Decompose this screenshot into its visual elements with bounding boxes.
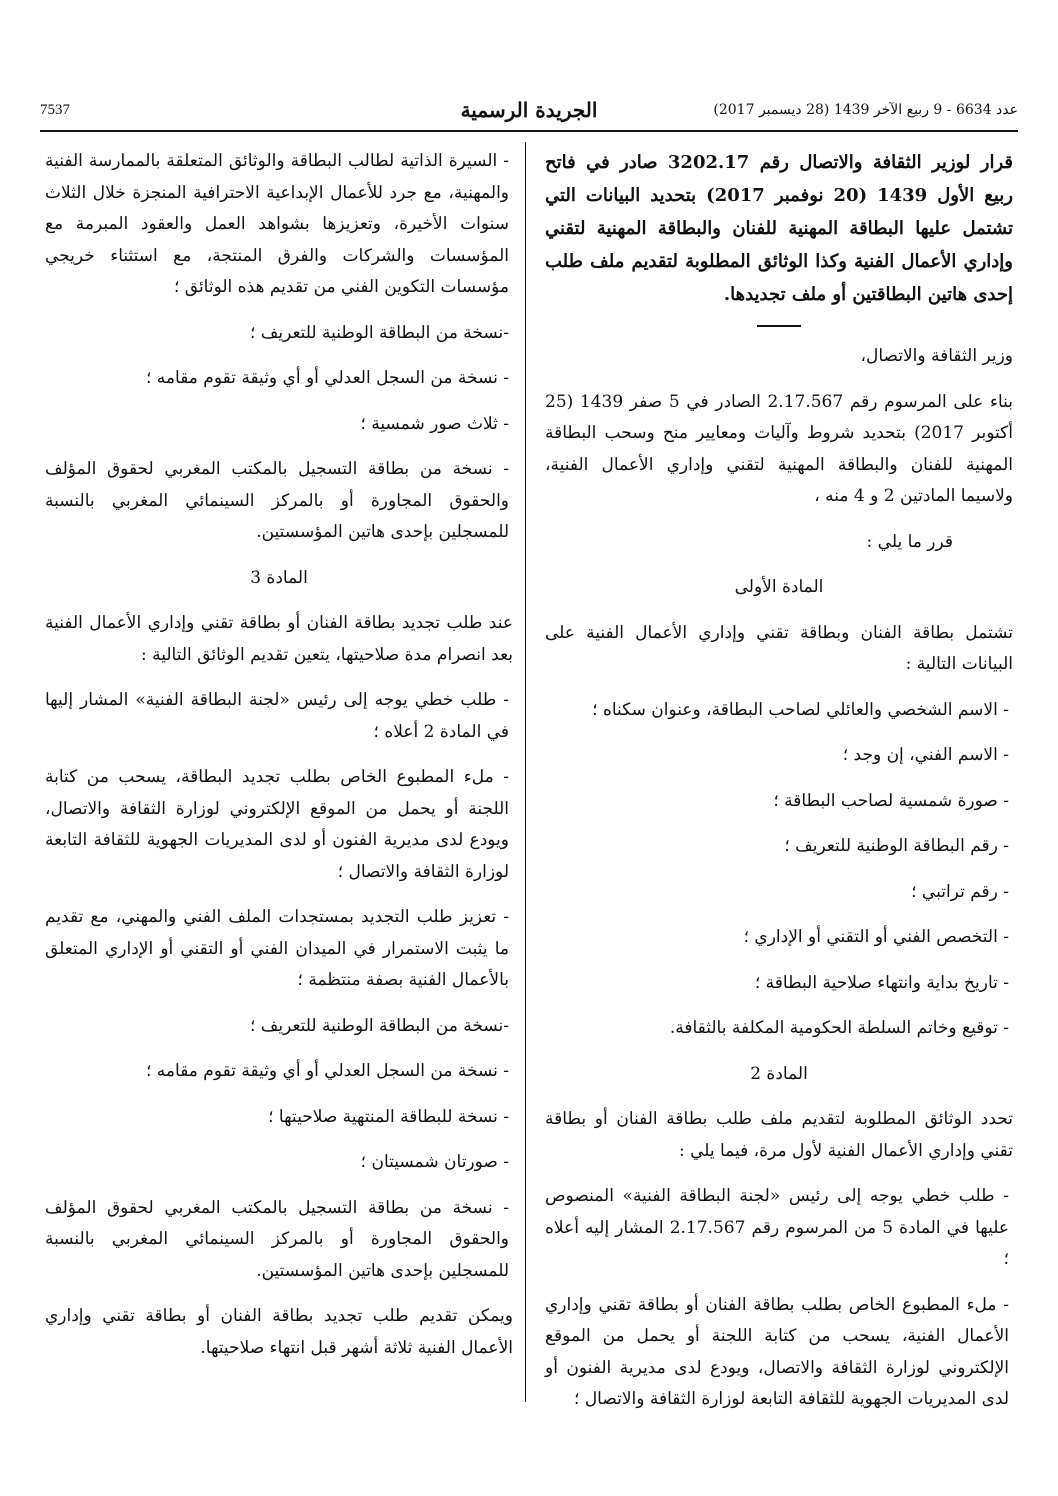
list-item: - الاسم الفني، إن وجد ؛ [842,745,1009,765]
minister-line: وزير الثقافة والاتصال، [860,346,1013,366]
preamble: بناء على المرسوم رقم 2.17.567 الصادر في 5 صفر 1439 (25 أكتوبر 2017) بتحديد شروط وآليات ومعايير منح وسحب البطاقة المهنية للفنان والبطاقة المهنية لتقني وإداري الأعمال الفنية، ولاسيما المادتين 2 و 4 منه ، [545,391,1013,506]
article-3-heading: المادة 3 [250,567,308,588]
decree-title: قرار لوزير الثقافة والاتصال رقم 3202.17 صادر في فاتح ربيع الأول 1439 (20 نوفمبر 2017) بتحديد البيانات التي تشتمل عليها البطاقة المهنية للفنان والبطاقة المهنية لتقني وإداري الأعمال الفنية وكذا الوثائق المطلوبة لتقديم ملف طلب إحدى هاتين البطاقتين أو ملف تجديدها. [545,152,1013,305]
list-item: - صورتان شمسيتان ؛ [360,1152,509,1172]
list-item: - التخصص الفني أو التقني أو الإداري ؛ [743,927,1009,947]
list-item: - ملء المطبوع الخاص بطلب تجديد البطاقة، يسحب من كتابة اللجنة أو يحمل من الموقع الإلكتروني لوزارة الثقافة والاتصال، ويودع لدى مديرية الفنون أو لدى المديريات الجهوية للثقافة التابعة لوزارة الثقافة والاتصال ؛ [45,767,509,882]
list-item: - تعزيز طلب التجديد بمستجدات الملف الفني والمهني، مع تقديم ما يثبت الاستمرار في الميدان الفني أو التقني أو الإداري المتعلق بالأعمال الفنية بصفة منتظمة ؛ [45,907,509,990]
list-item: - ثلاث صور شمسية ؛ [360,413,509,434]
article-1-heading: المادة الأولى [734,577,824,597]
list-item: - نسخة من بطاقة التسجيل بالمكتب المغربي لحقوق المؤلف والحقوق المجاورة أو بالمركز السينمائي المغربي بالنسبة للمسجلين بإحدى هاتين المؤسستين. [45,459,509,542]
list-item: - السيرة الذاتية لطالب البطاقة والوثائق المتعلقة بالممارسة الفنية والمهنية، مع جرد للأعمال الإبداعية الاحترافية المنجزة خلال الثلاث سنوات الأخيرة، وتعزيزها بشواهد العمل والعقود المبرمة مع المؤسسات والشركات والفرق المنتجة، مع استثناء خريجي مؤسسات التكوين الفني من تقديم هذه الوثائق ؛ [45,151,509,297]
list-item: - رقم تراتبي ؛ [911,881,1009,902]
decides-line: قرر ما يلي : [866,531,953,552]
list-item: - توقيع وخاتم السلطة الحكومية المكلفة بالثقافة. [669,1018,1009,1038]
list-item: - ملء المطبوع الخاص بطلب بطاقة الفنان أو بطاقة تقني وإداري الأعمال الفنية، يسحب من كتابة اللجنة أو يحمل من الموقع الإلكتروني لوزارة الثقافة والاتصال، ويودع لدى مديرية الفنون أو لدى المديريات الجهوية للثقافة التابعة لوزارة الثقافة والاتصال ؛ [545,1294,1009,1409]
list-item: - صورة شمسية لصاحب البطاقة ؛ [773,790,1009,811]
list-item: - نسخة من بطاقة التسجيل بالمكتب المغربي لحقوق المؤلف والحقوق المجاورة أو بالمركز السينمائي المغربي بالنسبة للمسجلين بإحدى هاتين المؤسستين. [45,1197,509,1281]
left-column [45,146,513,1378]
closing-paragraph: ويمكن تقديم طلب تجديد بطاقة الفنان أو بطاقة تقني وإداري الأعمال الفنية ثلاثة أشهر قبل انتهاء صلاحيتها. [45,1306,513,1358]
column-divider [525,142,526,1402]
article-1-intro: تشتمل بطاقة الفنان وبطاقة تقني وإداري الأعمال الفنية على البيانات التالية : [545,622,1013,674]
title-separator [757,325,801,327]
list-item: -نسخة من البطاقة الوطنية للتعريف ؛ [249,1015,509,1036]
article-3-intro: عند طلب تجديد بطاقة الفنان أو بطاقة تقني وإداري الأعمال الفنية بعد انصرام مدة صلاحيتها، يتعين تقديم الوثائق التالية : [45,613,513,665]
list-item: -نسخة من البطاقة الوطنية للتعريف ؛ [249,322,509,343]
list-item: - نسخة للبطاقة المنتهية صلاحيتها ؛ [268,1106,509,1127]
list-item: - تاريخ بداية وانتهاء صلاحية البطاقة ؛ [754,972,1009,993]
list-item: - طلب خطي يوجه إلى رئيس «لجنة البطاقة الفنية» المشار إليها في المادة 2 أعلاه ؛ [45,690,509,742]
list-item: - نسخة من السجل العدلي أو أي وثيقة تقوم مقامه ؛ [145,1061,509,1081]
list-item: - الاسم الشخصي والعائلي لصاحب البطاقة، وعنوان سكناه ؛ [592,699,1009,720]
article-2-intro: تحدد الوثائق المطلوبة لتقديم ملف طلب بطاقة الفنان أو بطاقة تقني وإداري الأعمال الفنية لأول مرة، فيما يلي : [545,1109,1013,1161]
issue-info: عدد 6634 - 9 ربيع الآخر 1439 (28 ديسمبر 2017) [713,102,1018,118]
right-column [545,146,1013,1430]
page-header [40,98,1018,132]
list-item: - طلب خطي يوجه إلى رئيس «لجنة البطاقة الفنية» المنصوص عليها في المادة 5 من المرسوم رقم 2.17.567 المشار إليه أعلاه ؛ [545,1186,1010,1269]
article-2-heading: المادة 2 [750,1063,808,1084]
journal-title: الجريدة الرسمية [460,98,598,122]
page-number: 7537 [40,102,70,118]
list-item: - رقم البطاقة الوطنية للتعريف ؛ [784,836,1009,856]
list-item: - نسخة من السجل العدلي أو أي وثيقة تقوم مقامه ؛ [145,368,509,388]
